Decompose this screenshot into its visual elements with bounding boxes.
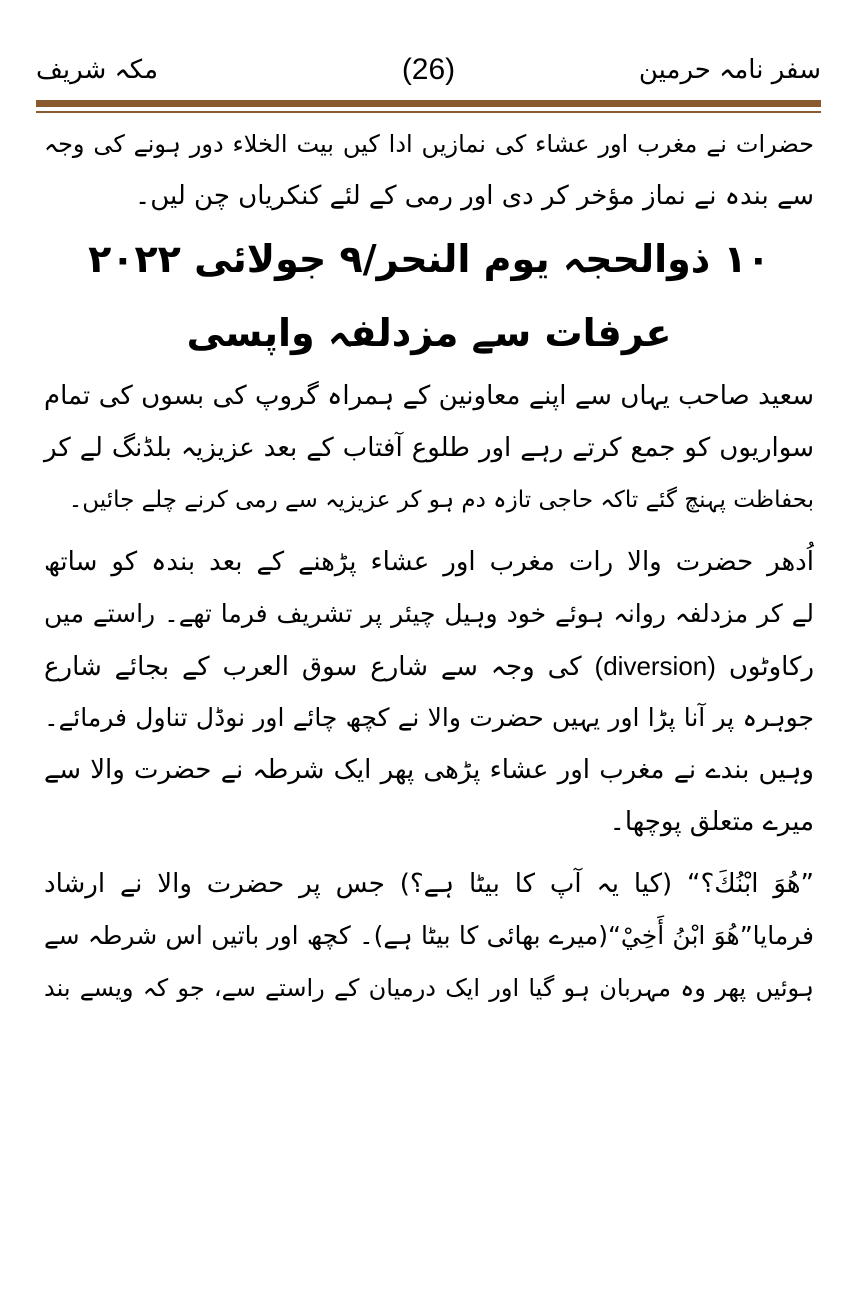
book-title: سفر نامہ حرمین — [638, 55, 821, 85]
page-body — [44, 118, 814, 1014]
section-heading: عرفات سے مزدلفہ واپسی — [186, 311, 672, 355]
text-line-with-english — [44, 640, 814, 692]
text-line: لے کر مزدلفہ روانہ ہوئے خود وہیل چیئر پر تشریف فرما تھے۔ راستے میں — [44, 599, 814, 628]
text-line: فرمایا”هُوَ ابْنُ أَخِيْ“(میرے بھائی کا بیٹا ہے)۔ کچھ اور باتیں اس شرطہ سے — [44, 921, 814, 950]
date-heading: ۱۰ ذوالحجہ یوم النحر/۹ جولائی ۲۰۲۲ — [88, 237, 770, 281]
text-line: حضرات نے مغرب اور عشاء کی نمازیں ادا کیں بیت الخلاء دور ہونے کی وجہ — [44, 130, 814, 158]
text-line: وہیں بندے نے مغرب اور عشاء پڑھی پھر ایک شرطہ نے حضرت والا سے — [44, 755, 814, 785]
header-rule-thin — [36, 111, 821, 113]
page-header — [36, 50, 821, 94]
text-line: ہوئیں پھر وہ مہربان ہو گیا اور ایک درمیان کے راستے سے، جو کہ ویسے بند — [44, 974, 814, 1002]
text-line: اُدھر حضرت والا رات مغرب اور عشاء پڑھنے کے بعد بندہ کو ساتھ — [44, 547, 814, 577]
text-line: میرے متعلق پوچھا۔ — [609, 807, 814, 837]
page-number: (26) — [401, 53, 456, 86]
text-fragment: کی وجہ سے شارع سوق العرب کے بجائے شارع — [44, 652, 582, 682]
section-title: مکہ شریف — [36, 55, 159, 85]
text-line: بحفاظت پہنچ گئے تاکہ حاجی تازہ دم ہو کر عزیزیہ سے رمی کرنے چلے جائیں۔ — [68, 487, 814, 513]
text-line: ”هُوَ ابْنُكَ؟“ (کیا یہ آپ کا بیٹا ہے؟) جس پر حضرت والا نے ارشاد — [44, 869, 814, 899]
text-line: جوہرہ پر آنا پڑا اور یہیں حضرت والا نے کچھ چائے اور نوڈل تناول فرمائے۔ — [44, 703, 814, 732]
text-line: سے بندہ نے نماز مؤخر کر دی اور رمی کے لئے کنکریاں چن لیں۔ — [134, 181, 814, 211]
text-line: سعید صاحب یہاں سے اپنے معاونین کے ہمراہ گروپ کی بسوں کی تمام — [44, 381, 814, 411]
english-term: (diversion) — [594, 651, 716, 681]
header-rule-thick — [36, 100, 821, 107]
text-line: سواریوں کو جمع کرتے رہے اور طلوع آفتاب کے بعد عزیزیہ بلڈنگ لے کر — [44, 433, 814, 463]
text-fragment: رکاوٹوں — [728, 652, 815, 682]
